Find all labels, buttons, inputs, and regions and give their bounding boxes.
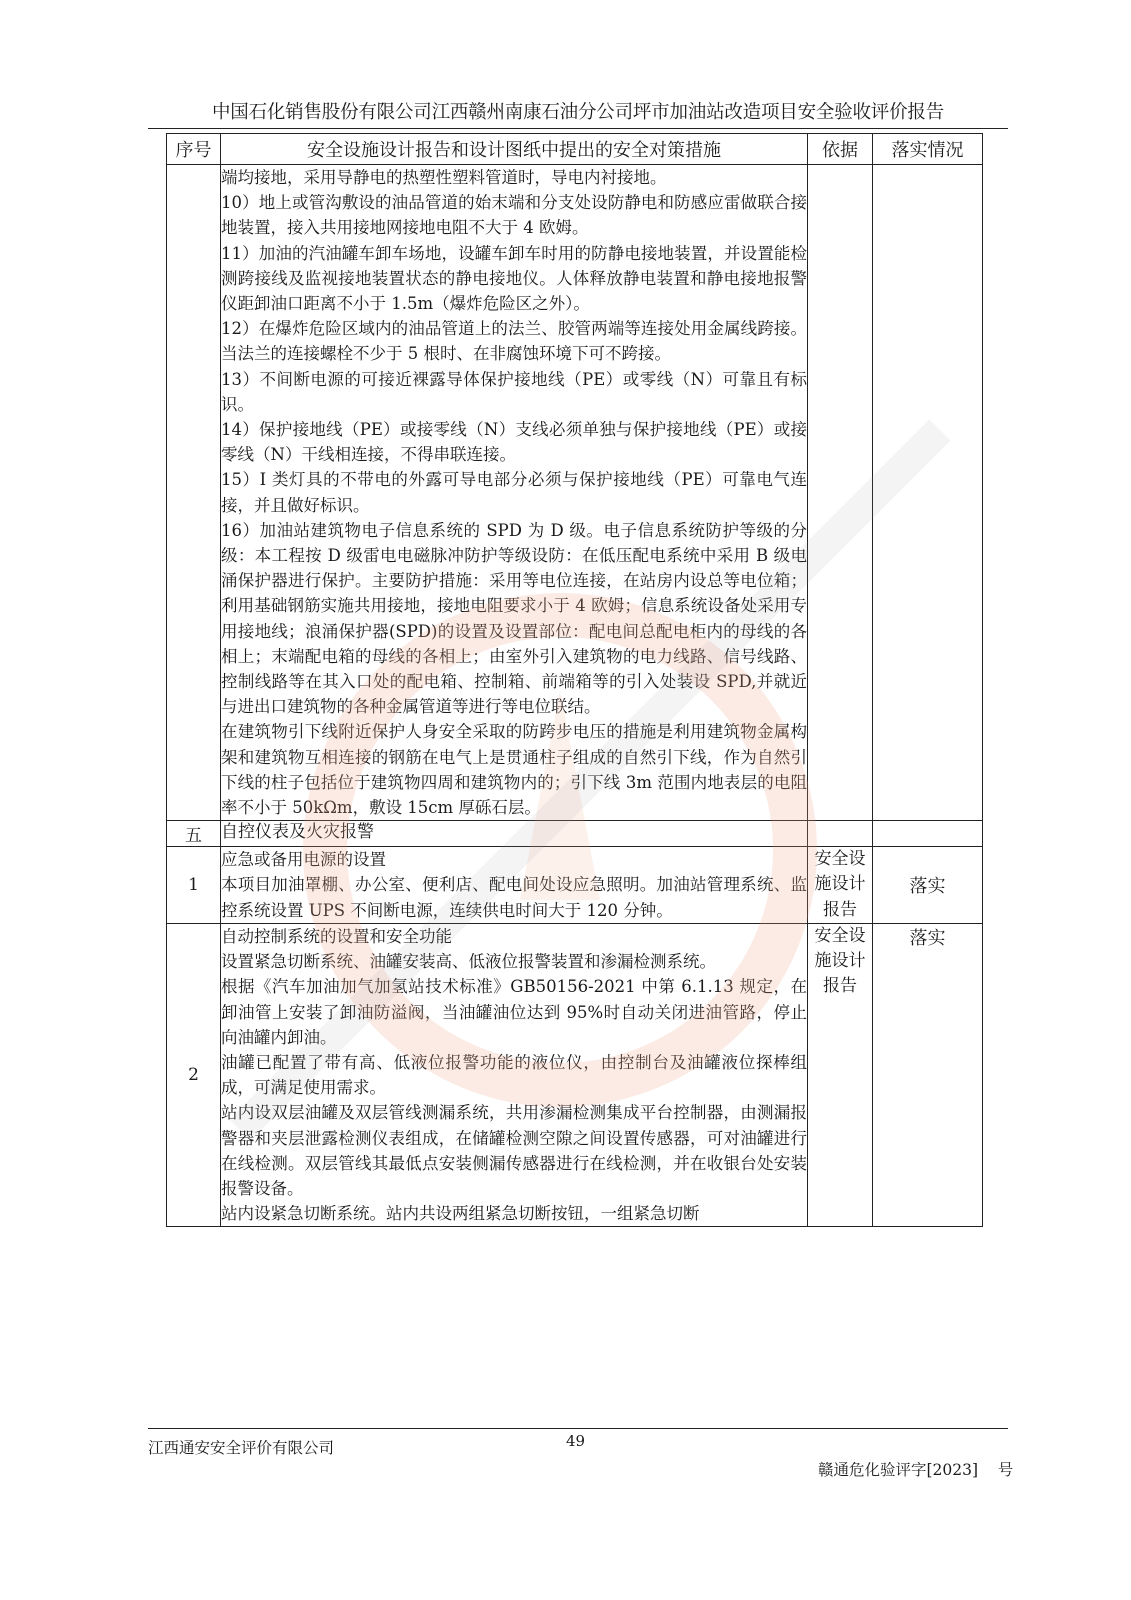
cell-number-empty (167, 165, 221, 821)
column-header-measures: 安全设施设计报告和设计图纸中提出的安全对策措施 (221, 134, 808, 165)
measure-line: 12）在爆炸危险区域内的油品管道上的法兰、胶管两端等连接处用金属线跨接。当法兰的连接螺栓不少于 5 根时、在非腐蚀环境下可不跨接。 (221, 319, 807, 364)
measure-line: 油罐已配置了带有高、低液位报警功能的液位仪，由控制台及油罐液位探棒组成，可满足使用需求。 (221, 1052, 807, 1098)
footer-divider (148, 1428, 1008, 1429)
cell-status-empty (873, 821, 983, 847)
row-number: 2 (167, 923, 221, 1226)
table-row (167, 847, 983, 924)
row-number: 1 (167, 847, 221, 924)
page-number: 49 (566, 1432, 586, 1450)
measure-line: 自动控制系统的设置和安全功能 (221, 926, 452, 946)
cell-basis-empty (808, 165, 873, 821)
measure-line: 在建筑物引下线附近保护人身安全采取的防跨步电压的措施是利用建筑物金属构架和建筑物互相连接的钢筋在电气上是贯通柱子组成的自然引下线，作为自然引下线的柱子包括位于建筑物四周和建筑物内的；引下线 3m 范围内地表层的电阻率不小于 50kΩm，敷设 15cm 厚砾石层。 (221, 722, 807, 818)
table-header-row (167, 134, 983, 165)
section-title: 自控仪表及火灾报警 (221, 821, 808, 847)
footer-document-code: 赣通危化验评字[2023] 号 (818, 1461, 1014, 1479)
cell-measures (221, 923, 808, 1226)
measure-line: 16）加油站建筑物电子信息系统的 SPD 为 D 级。电子信息系统防护等级的分级：本工程按 D 级雷电电磁脉冲防护等级设防：在低压配电系统中采用 B 级电涌保护器进行保护。主要防护措施：采用等电位连接，在站房内设总等电位箱；利用基础钢筋实施共用接地，接地电阻要求小于 4 欧姆；信息系统设备处采用专用接地线；浪涌保护器(SPD)的设置及设置部位：配电间总配电柜内的母线的各相上；末端配电箱的母线的各相上；由室外引入建筑物的电力线路、信号线路、控制线路等在其入口处的配电箱、控制箱、前端箱等的引入处装设 SPD,并就近与进出口建筑物的各种金属管道等进行等电位联结。 (221, 520, 807, 717)
page-header-title: 中国石化销售股份有限公司江西赣州南康石油分公司坪市加油站改造项目安全验收评价报告 (211, 102, 944, 123)
measure-line: 站内设紧急切断系统。站内共设两组紧急切断按钮，一组紧急切断 (221, 1204, 700, 1224)
cell-basis-empty (808, 821, 873, 847)
column-header-status: 落实情况 (873, 134, 983, 165)
column-header-number: 序号 (167, 134, 221, 165)
measure-line: 站内设双层油罐及双层管线测漏系统，共用渗漏检测集成平台控制器，由测漏报警器和夹层泄露检测仪表组成，在储罐检测空隙之间设置传感器，可对油罐进行在线检测。双层管线其最低点安装侧漏传感器进行在线检测，并在收银台处安装报警设备。 (221, 1103, 807, 1198)
cell-status: 落实 (873, 923, 983, 1226)
measure-line: 10）地上或管沟敷设的油品管道的始末端和分支处设防静电和防感应雷做联合接地装置，接入共用接地网接地电阻不大于 4 欧姆。 (221, 193, 807, 238)
measure-line: 根据《汽车加油加气加氢站技术标准》GB50156-2021 中第 6.1.13 规定，在卸油管上安装了卸油防溢阀，当油罐油位达到 95%时自动关闭进油管路，停止向油罐内卸油。 (221, 977, 807, 1047)
header-divider (148, 128, 1008, 129)
table-row (167, 923, 983, 1226)
measure-line: 端均接地，采用导静电的热塑性塑料管道时，导电内衬接地。 (221, 168, 667, 187)
column-header-basis: 依据 (808, 134, 873, 165)
measure-line: 设置紧急切断系统、油罐安装高、低液位报警装置和渗漏检测系统。 (221, 952, 716, 972)
cell-status: 落实 (873, 847, 983, 924)
table-section-row (167, 821, 983, 847)
measure-line: 13）不间断电源的可接近裸露导体保护接地线（PE）或零线（N）可靠且有标识。 (221, 369, 807, 414)
measure-line: 11）加油的汽油罐车卸车场地，设罐车卸车时用的防静电接地装置，并设置能检测跨接线及监视接地装置状态的静电接地仪。人体释放静电装置和静电接地报警仪距卸油口距离不小于 1.5m（爆炸危险区之外）。 (221, 243, 807, 314)
cell-basis: 安全设施设计报告 (808, 923, 873, 1226)
cell-measures-continuation (221, 165, 808, 821)
table-row-continuation (167, 165, 983, 821)
measure-line: 应急或备用电源的设置 (221, 850, 386, 870)
cell-status-empty (873, 165, 983, 821)
measure-line: 14）保护接地线（PE）或接零线（N）支线必须单独与保护接地线（PE）或接零线（N）干线相连接，不得串联连接。 (221, 420, 807, 465)
footer-company: 江西通安安全评价有限公司 (148, 1439, 335, 1457)
cell-measures (221, 847, 808, 924)
measure-line: 本项目加油罩棚、办公室、便利店、配电间处设应急照明。加油站管理系统、监控系统设置 UPS 不间断电源，连续供电时间大于 120 分钟。 (221, 875, 807, 920)
section-number: 五 (167, 821, 221, 847)
cell-basis: 安全设施设计报告 (808, 847, 873, 924)
safety-measures-table (166, 133, 983, 1227)
measure-line: 15）I 类灯具的不带电的外露可导电部分必须与保护接地线（PE）可靠电气连接，并且做好标识。 (221, 470, 807, 515)
